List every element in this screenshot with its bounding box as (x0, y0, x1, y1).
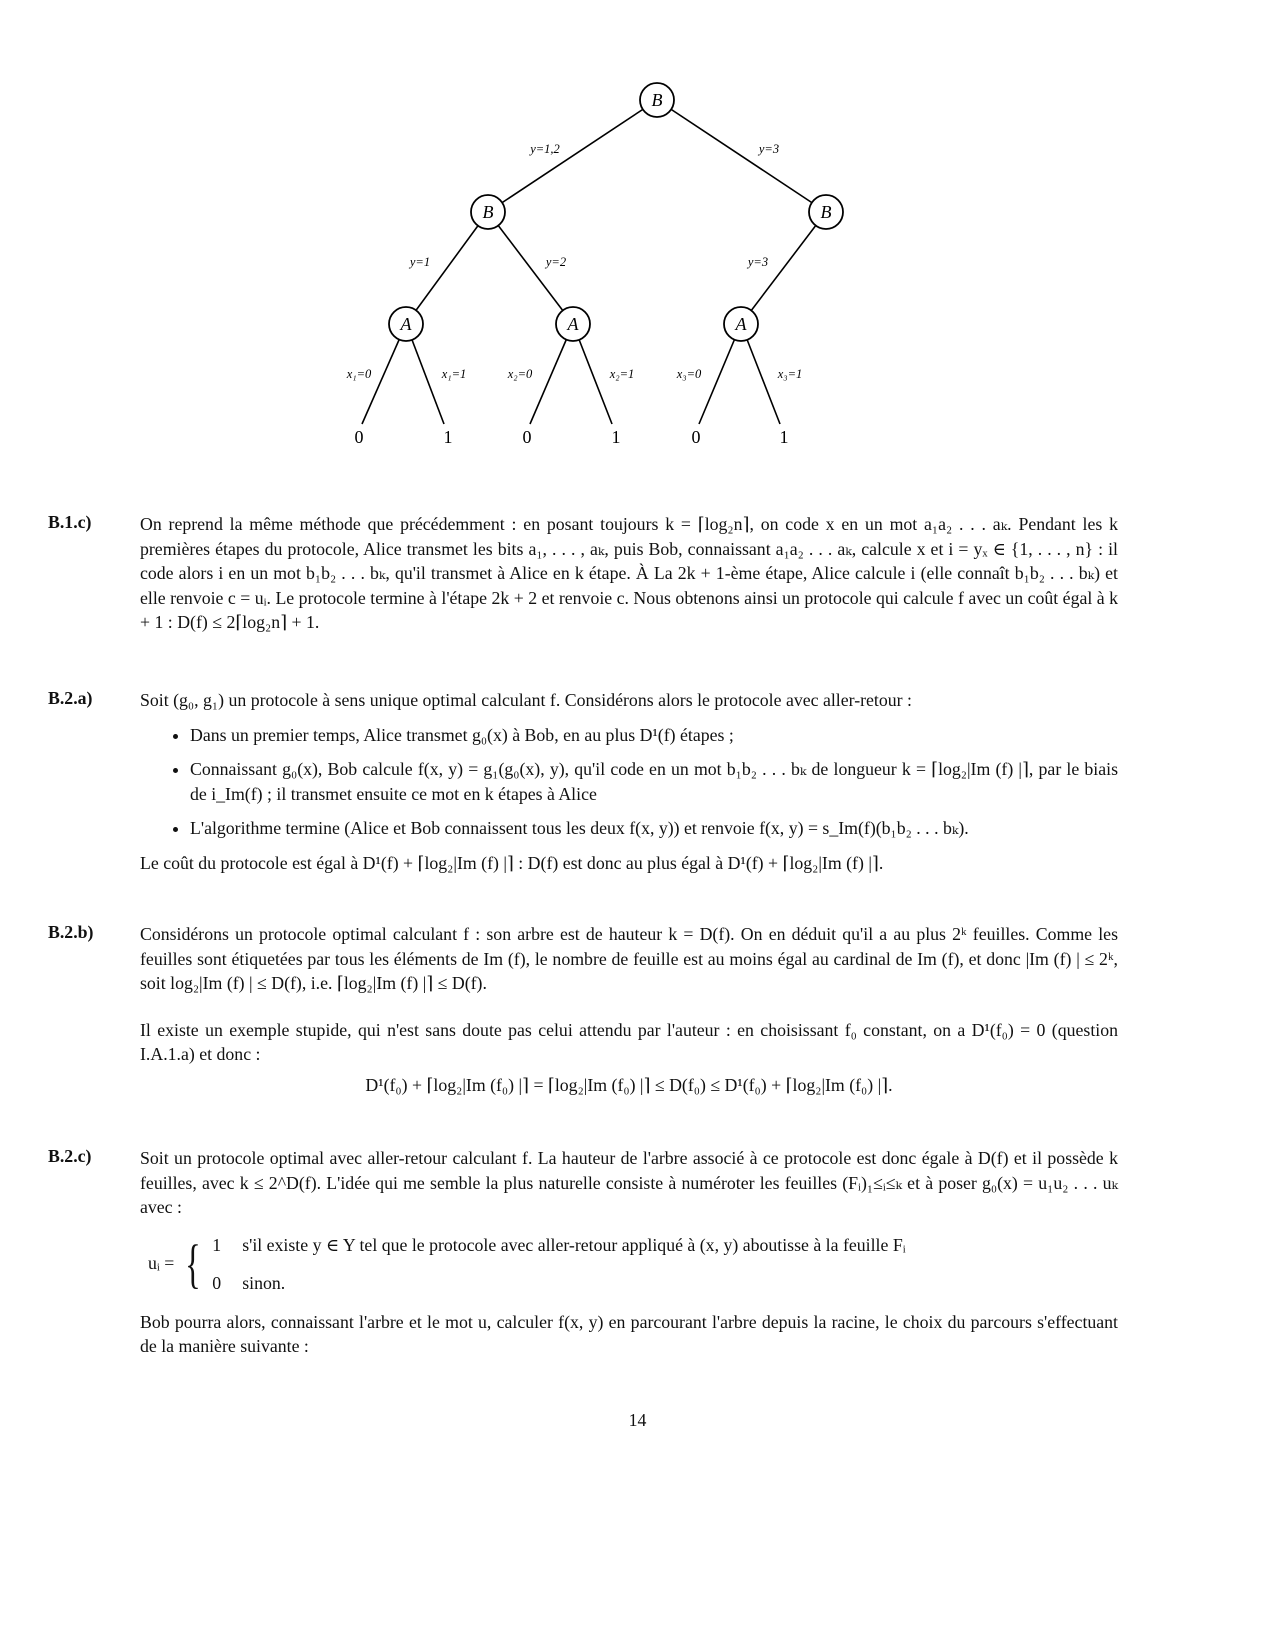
edge-label-ll-0: x₁=0 (346, 367, 372, 381)
node-root-label: B (651, 90, 663, 110)
edge-label-lr-1: x₂=1 (609, 367, 635, 381)
leaf-6: 1 (779, 427, 789, 447)
paragraph: On reprend la même méthode que précédemment : en posant toujours k = ⌈log₂n⌉, on code x en un mot a₁a₂ . . . aₖ. Pendant les k premières étapes du protocole, Alice transmet les bits a₁, . . . , aₖ, puis Bob, connaissant a₁a₂ . . . aₖ, calcule x et i = yₓ ∈ {1, . . . , n} : il code alors i en un mot b₁b₂ . . . bₖ, qu'il transmet à Alice en k étape. À La 2k + 1-ème étape, Alice calcule i (elle connaît b₁b₂ . . . bₖ) et elle renvoie c = uᵢ. Le protocole termine à l'étape 2k + 2 et renvoie c. Nous obtenons ainsi un protocole qui calcule f avec un coût égal à k + 1 : D(f) ≤ 2⌈log₂n⌉ + 1. (140, 514, 1118, 632)
left-brace: { (185, 1233, 202, 1294)
section-label: B.2.b) (48, 922, 94, 942)
edge-label-rl-1: x₃=1 (777, 367, 803, 381)
edge-root-left (488, 100, 657, 212)
case-value: 0 (212, 1272, 222, 1293)
node-rl-label: A (735, 314, 747, 334)
edge-label-left-lr: y=2 (545, 255, 567, 269)
leaf-1: 0 (354, 427, 364, 447)
cases-definition (148, 1226, 1118, 1302)
section-label: B.1.c) (48, 512, 92, 532)
cases-lhs: uᵢ = (148, 1253, 175, 1274)
leaf-4: 1 (611, 427, 621, 447)
case-condition: s'il existe y ∈ Y tel que le protocole avec aller-retour appliqué à (x, y) aboutisse à la feuille Fᵢ (242, 1234, 906, 1255)
edge-label-root-right: y=3 (758, 142, 780, 156)
edge-label-ll-1: x₁=1 (441, 367, 467, 381)
case-row (212, 1264, 905, 1302)
bullet-item: • L'algorithme termine (Alice et Bob connaissent tous les deux f(x, y)) et renvoie f(x, y) = s_Im(f)(b₁b₂ . . . bₖ). (190, 816, 1118, 841)
section-b2a (48, 688, 1118, 875)
leaf-5: 0 (691, 427, 701, 447)
section-b2b (48, 922, 1118, 1097)
section-b1c (48, 512, 1118, 635)
edge-root-right (657, 100, 826, 212)
section-label: B.2.c) (48, 1146, 92, 1166)
display-equation: D¹(f₀) + ⌈log₂|Im (f₀) |⌉ = ⌈log₂|Im (f₀) |⌉ ≤ D(f₀) ≤ D¹(f₀) + ⌈log₂|Im (f₀) |⌉. (365, 1074, 893, 1095)
node-right-label: B (820, 202, 832, 222)
case-row (212, 1226, 905, 1264)
paragraph: Soit un protocole optimal avec aller-retour calculant f. La hauteur de l'arbre associé à ce protocole est donc égale à D(f) et il possède k feuilles, avec k ≤ 2^D(f). L'idée qui me semble la plus naturelle consiste à numéroter les feuilles (Fᵢ)₁≤ᵢ≤ₖ et à poser g₀(x) = u₁u₂ . . . uₖ avec : (140, 1148, 1118, 1217)
paragraph: Bob pourra alors, connaissant l'arbre et le mot u, calculer f(x, y) en parcourant l'arbre depuis la racine, le choix du parcours s'effectuant de la manière suivante : (140, 1311, 1118, 1356)
case-condition: sinon. (242, 1272, 286, 1293)
paragraph: Il existe un exemple stupide, qui n'est sans doute pas celui attendu par l'auteur : en choisissant f₀ constant, on a D¹(f₀) = 0 (question I.A.1.a) et donc : (140, 1019, 1118, 1064)
bullet-item: • Connaissant g₀(x), Bob calcule f(x, y) = g₁(g₀(x), y), qu'il code en un mot b₁b₂ . . . bₖ de longueur k = ⌈log₂|Im (f) |⌉, par le biais de i_Im(f) ; il transmet ensuite ce mot en k étapes à Alice (190, 757, 1118, 806)
node-left-label: B (482, 202, 494, 222)
edge-label-root-left: y=1,2 (530, 142, 560, 156)
node-lr-label: A (567, 314, 579, 334)
paragraph: Considérons un protocole optimal calculant f : son arbre est de hauteur k = D(f). On en déduit qu'il a au plus 2ᵏ feuilles. Comme les feuilles sont étiquetées par tous les éléments de Im (f), le nombre de feuille est au moins égal au cardinal de Im (f), et donc |Im (f) | ≤ 2ᵏ, soit log₂|Im (f) | ≤ D(f), i.e. ⌈log₂|Im (f) |⌉ ≤ D(f). (140, 924, 1118, 993)
edge-label-rl-0: x₃=0 (676, 367, 702, 381)
section-b2c (48, 1146, 1118, 1359)
case-value: 1 (212, 1234, 222, 1255)
edge-label-right-rl: y=3 (747, 255, 769, 269)
section-label: B.2.a) (48, 688, 93, 708)
leaf-3: 0 (522, 427, 532, 447)
node-ll-label: A (400, 314, 412, 334)
edge-label-left-ll: y=1 (409, 255, 431, 269)
paragraph-intro: Soit (g₀, g₁) un protocole à sens unique optimal calculant f. Considérons alors le protocole avec aller-retour : (140, 690, 912, 710)
leaf-2: 1 (443, 427, 453, 447)
protocol-tree-diagram (0, 0, 1275, 470)
edge-label-lr-0: x₂=0 (507, 367, 533, 381)
bullet-item: • Dans un premier temps, Alice transmet g₀(x) à Bob, en au plus D¹(f) étapes ; (190, 723, 1118, 748)
bullet-list (140, 723, 1118, 841)
paragraph-conclusion: Le coût du protocole est égal à D¹(f) + ⌈log₂|Im (f) |⌉ : D(f) est donc au plus égal à D¹(f) + ⌈log₂|Im (f) |⌉. (140, 852, 884, 873)
page-number: 14 (628, 1410, 647, 1430)
